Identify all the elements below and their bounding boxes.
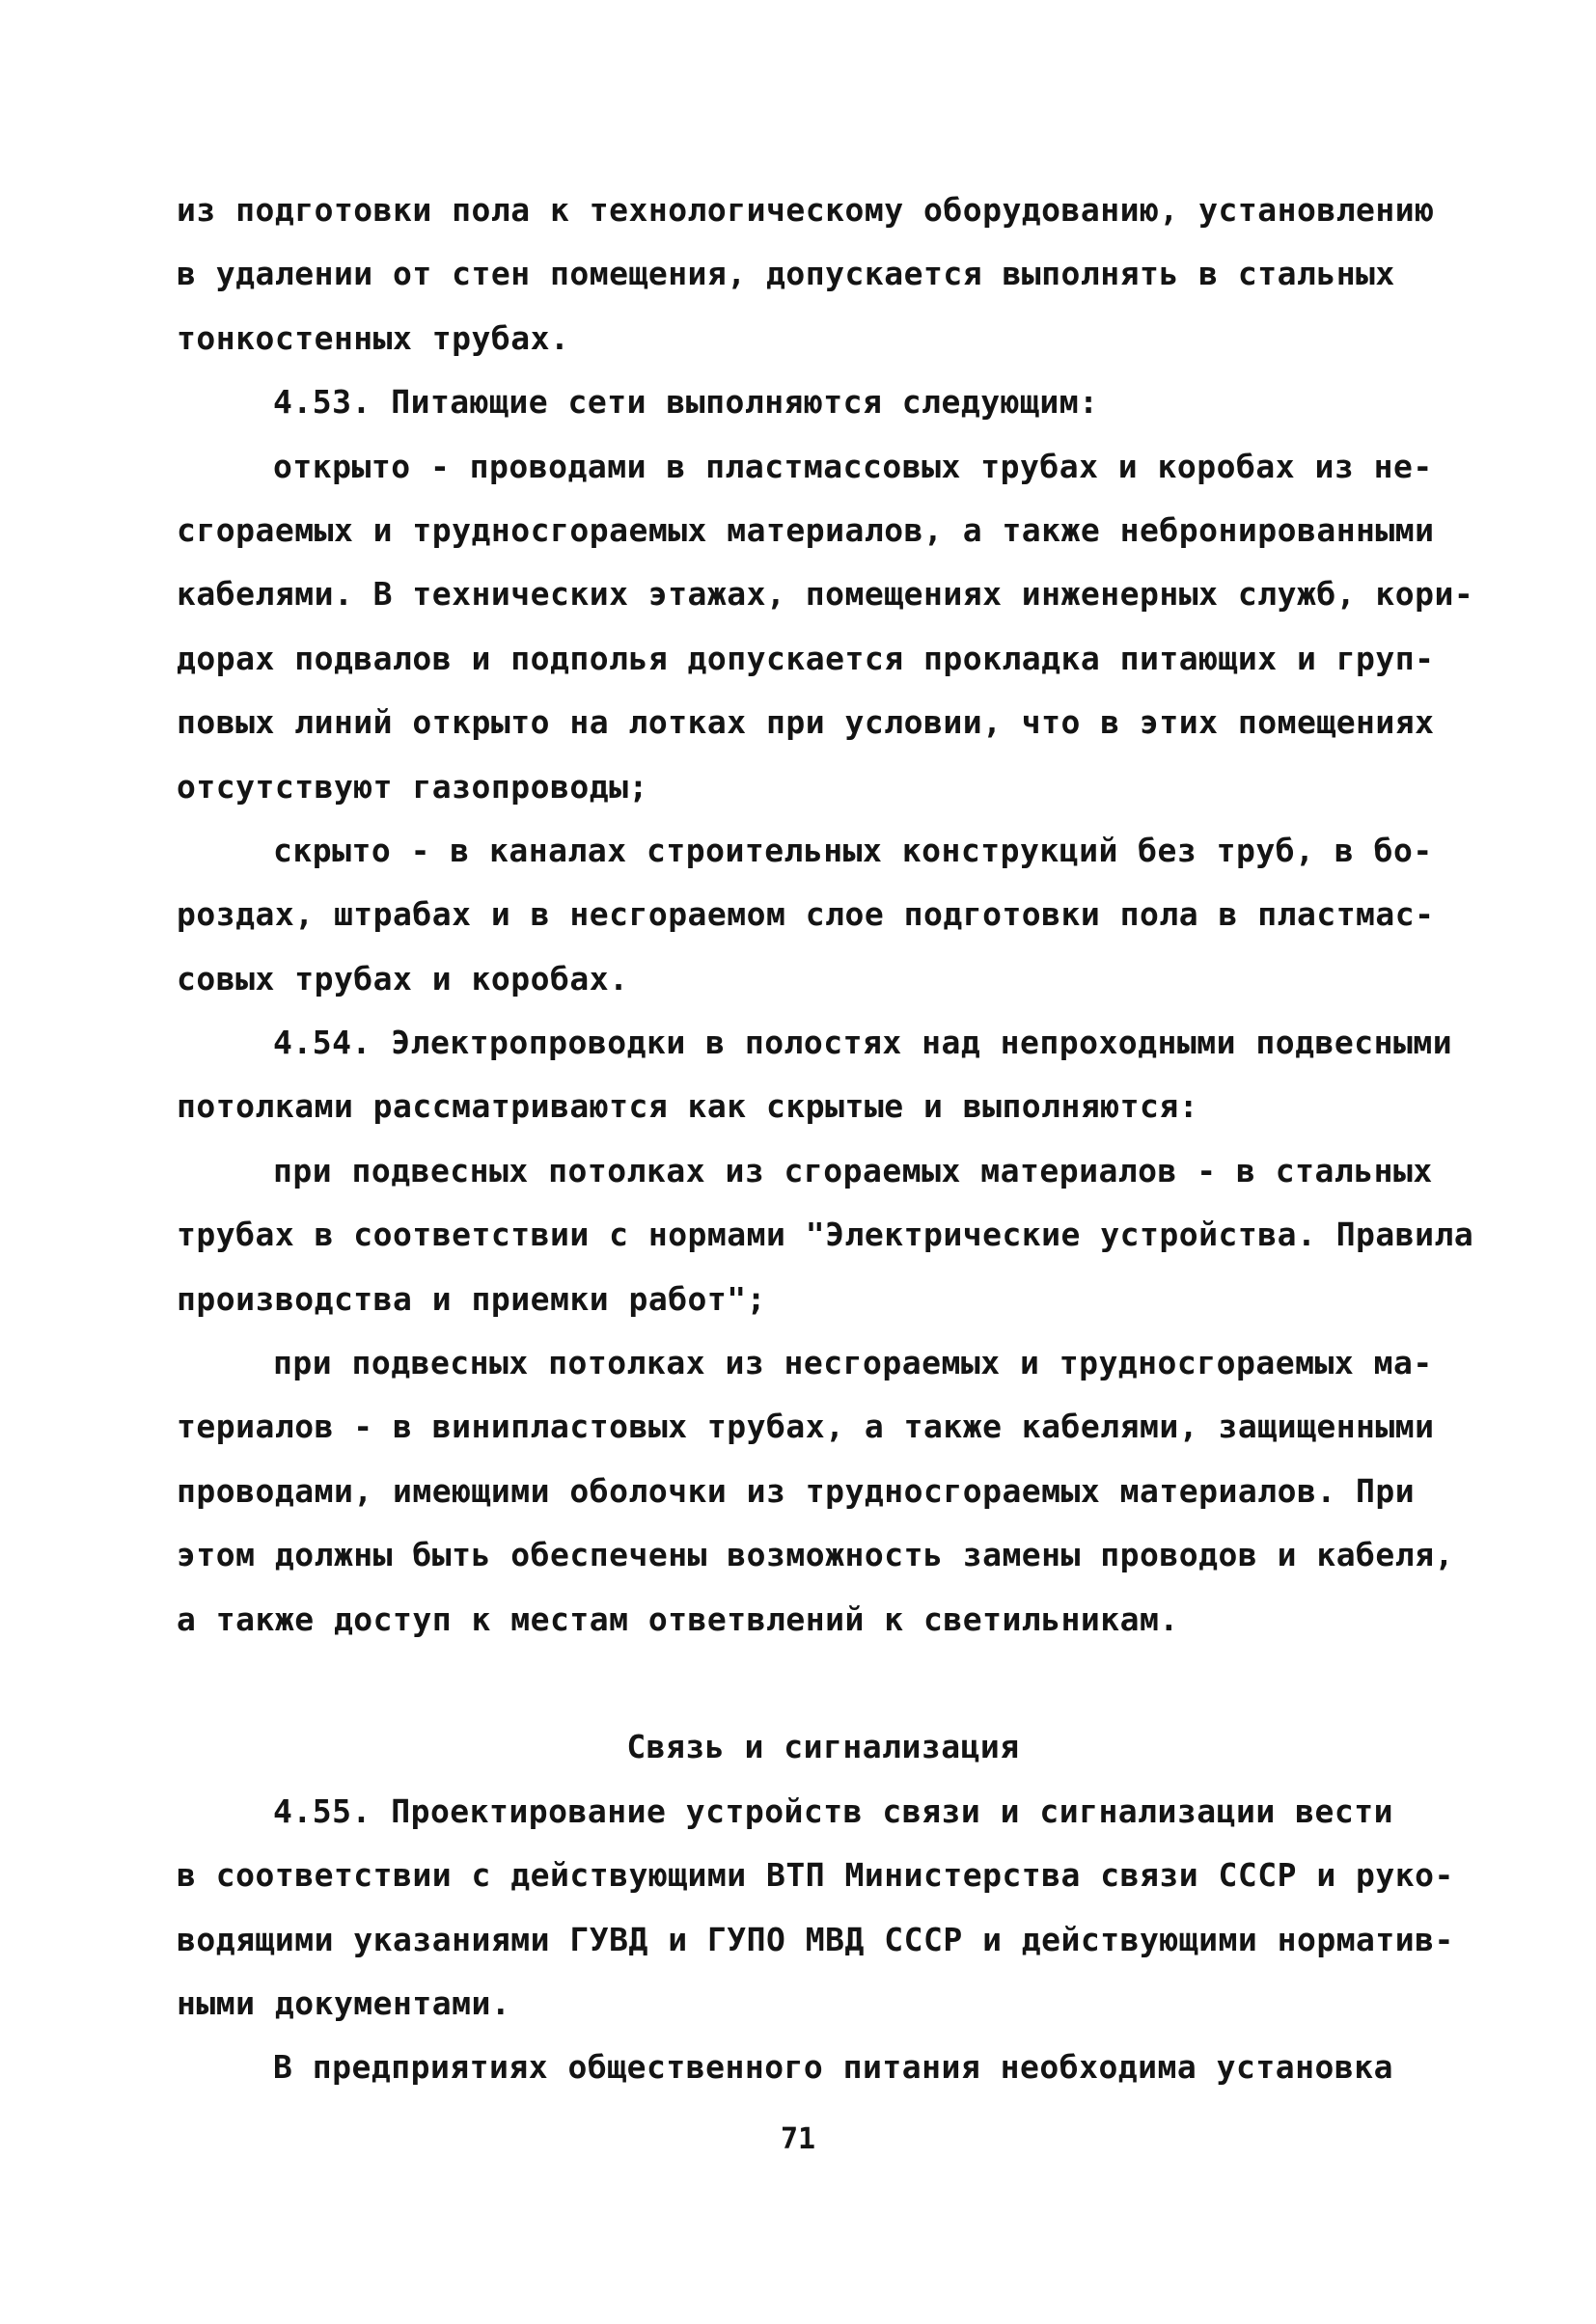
text-line: при подвесных потолках из несгораемых и трудносгораемых ма- [273, 1344, 1433, 1382]
section-heading: Связь и сигнализация [626, 1728, 1020, 1766]
text-line: открыто - проводами в пластмассовых трубах и коробах из не- [273, 447, 1433, 485]
text-line: отсутствуют газопроводы; [177, 767, 648, 806]
text-line: ными документами. [177, 1983, 511, 2022]
text-line: при подвесных потолках из сгораемых материалов - в стальных [273, 1151, 1433, 1189]
text-line: в соответствии с действующими ВТП Министерства связи СССР и руко- [177, 1856, 1454, 1895]
text-line: сгораемых и трудносгораемых материалов, а также небронированными [177, 510, 1435, 549]
text-line: этом должны быть обеспечены возможность замены проводов и кабеля, [177, 1536, 1454, 1574]
text-line: роздах, штрабах и в несгораемом слое подготовки пола в пластмас- [177, 895, 1435, 934]
text-line: дорах подвалов и подполья допускается прокладка питающих и груп- [177, 639, 1435, 677]
paragraph-4-53-start: 4.53. Питающие сети выполняются следующим: [273, 383, 1099, 422]
paragraph-4-54-start: 4.54. Электропроводки в полостях над непроходными подвесными [273, 1024, 1453, 1062]
text-line: тонкостенных трубах. [177, 318, 570, 357]
body-text [177, 178, 1474, 2100]
text-line: производства и приемки работ"; [177, 1279, 767, 1318]
text-line: кабелями. В технических этажах, помещениях инженерных служб, кори- [177, 575, 1474, 614]
text-line: потолками рассматриваются как скрытые и выполняются: [177, 1087, 1199, 1126]
text-line: проводами, имеющими оболочки из трудносгораемых материалов. При [177, 1471, 1416, 1510]
text-line: трубах в соответствии с нормами "Электрические устройства. Правила [177, 1216, 1474, 1254]
text-line: а также доступ к местам ответвлений к светильникам. [177, 1599, 1179, 1638]
text-line: териалов - в винипластовых трубах, а также кабелями, защищенными [177, 1408, 1435, 1446]
text-line: водящими указаниями ГУВД и ГУПО МВД СССР и действующими норматив- [177, 1920, 1454, 1958]
text-line: В предприятиях общественного питания необходима установка [273, 2048, 1393, 2087]
text-line: скрыто - в каналах строительных конструкций без труб, в бо- [273, 831, 1433, 869]
text-line: в удалении от стен помещения, допускается выполнять в стальных [177, 255, 1395, 293]
text-line: из подготовки пола к технологическому оборудованию, установлению [177, 191, 1435, 229]
text-line: повых линий открыто на лотках при условии, что в этих помещениях [177, 703, 1435, 742]
page-number: 71 [780, 2122, 816, 2156]
section-spacer [177, 1652, 1470, 1715]
text-line: совых трубах и коробах. [177, 959, 629, 998]
paragraph-4-55-start: 4.55. Проектирование устройств связи и сигнализации вести [273, 1791, 1393, 1830]
